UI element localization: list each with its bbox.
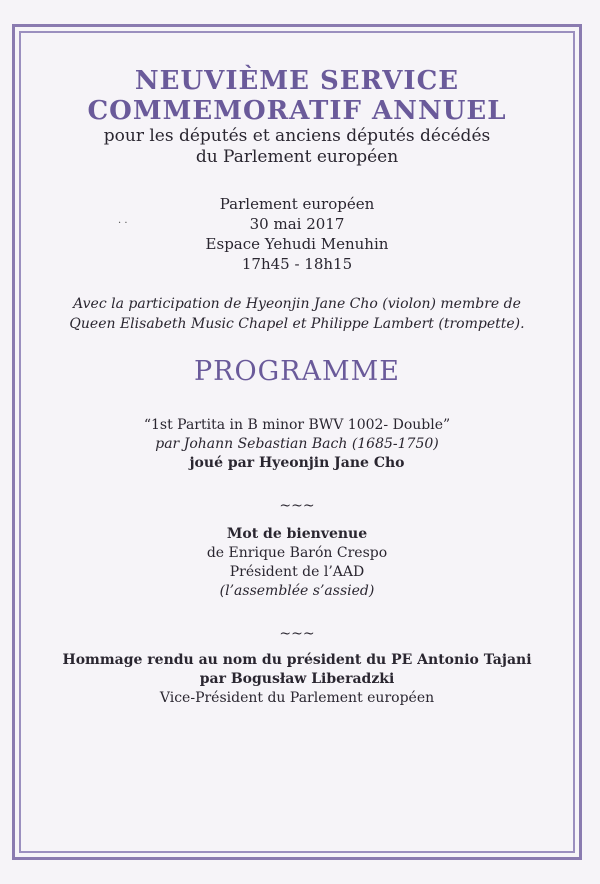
programme-heading: PROGRAMME (193, 356, 401, 387)
event-date: 30 mai 2017 (249, 215, 345, 233)
subtitle-line-2: du Parlement européen (195, 147, 399, 167)
welcome-speaker: de Enrique Barón Crespo (206, 545, 388, 561)
welcome-note: (l’assemblée s’assied) (219, 583, 375, 599)
composer: par Johann Sebastian Bach (1685-1750) (155, 436, 439, 452)
title-line-2: COMMEMORATIF ANNUEL (87, 96, 507, 126)
stray-marks: · · (118, 218, 128, 229)
participation-line-1: Avec la participation de Hyeonjin Jane Cho (violon) membre de (73, 296, 521, 312)
venue: Espace Yehudi Menuhin (205, 235, 389, 253)
institution: Parlement européen (219, 195, 375, 213)
performer: joué par Hyeonjin Jane Cho (189, 455, 405, 471)
work-title: “1st Partita in B minor BWV 1002- Double” (143, 417, 451, 433)
tribute-line-2: par Bogusław Liberadzki (199, 671, 395, 687)
tribute-role: Vice-Président du Parlement européen (159, 690, 435, 706)
participation-line-2: Queen Elisabeth Music Chapel et Philippe Lambert (trompette). (69, 316, 525, 332)
separator-2: ~~~ (279, 626, 315, 642)
program-sheet (22, 34, 572, 708)
welcome-role: Président de l’AAD (229, 564, 365, 580)
welcome-heading: Mot de bienvenue (226, 526, 368, 542)
event-time: 17h45 - 18h15 (241, 255, 353, 273)
tribute-line-1: Hommage rendu au nom du président du PE Antonio Tajani (62, 652, 532, 668)
separator-1: ~~~ (279, 498, 315, 514)
subtitle-line-1: pour les députés et anciens députés décédés (103, 126, 491, 146)
title-line-1: NEUVIÈME SERVICE (134, 66, 460, 96)
